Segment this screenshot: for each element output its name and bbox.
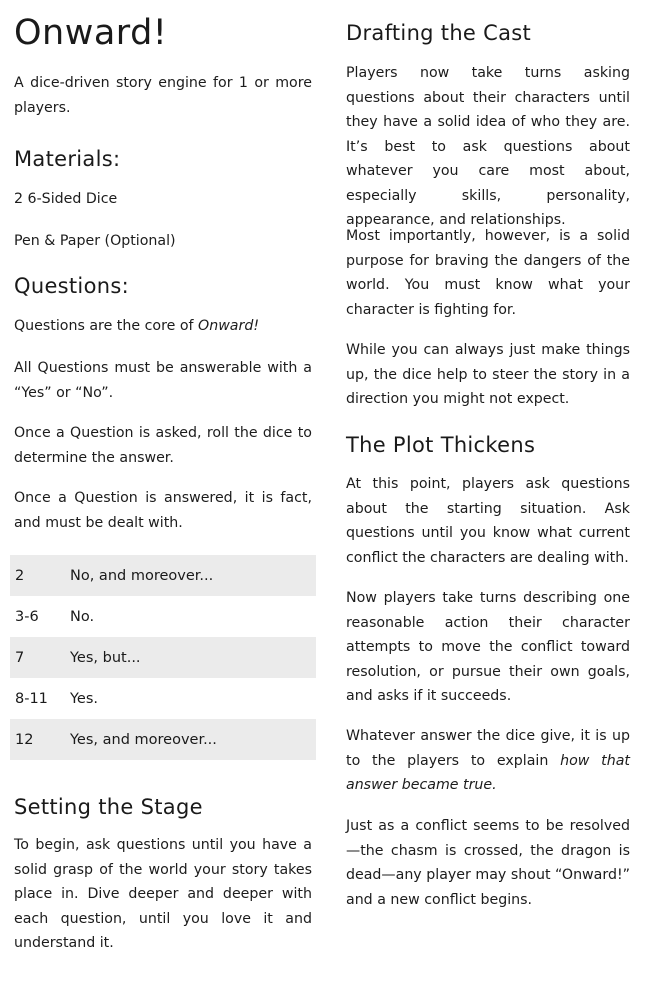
game-title: Onward! [14, 13, 168, 53]
drafting-paragraph: Most importantly, however, is a solid purpose for braving the dangers of the world. You must know what your character is fighting for. [346, 228, 630, 318]
dice-result-text: No, and moreover... [70, 567, 214, 584]
setting-stage-paragraph: To begin, ask questions until you have a solid grasp of the world your story takes place in. Dive deeper and deeper with each question, until you love it and understand it. [14, 837, 312, 951]
dice-result-text: Yes. [70, 690, 99, 707]
drafting-heading: Drafting the Cast [346, 21, 532, 45]
plot-paragraph: Just as a conflict seems to be resolved —the chasm is crossed, the dragon is dead—any player may shout “Onward!” and a new conflict begins. [346, 818, 630, 908]
plot-paragraph [346, 724, 630, 798]
table-row [10, 637, 316, 678]
dice-roll-value: 12 [15, 731, 34, 748]
setting-stage-heading: Setting the Stage [14, 795, 203, 819]
plot-paragraph: At this point, players ask questions about the starting situation. Ask questions until you know what current conflict the characters are dealing with. [346, 476, 630, 566]
plot-text: Whatever answer the dice give, it is up to the players to explain [346, 728, 630, 769]
questions-paragraph: Once a Question is answered, it is fact, and must be dealt with. [14, 490, 312, 531]
questions-paragraph [14, 314, 312, 339]
dice-result-text: No. [70, 608, 95, 625]
materials-heading: Materials: [14, 147, 121, 171]
plot-heading: The Plot Thickens [346, 433, 536, 457]
dice-roll-value: 7 [15, 649, 25, 666]
dice-roll-value: 8-11 [15, 690, 48, 707]
plot-paragraph: Now players take turns describing one reasonable action their character attempts to move the conflict toward resolution, or pursue their own goals, and asks if it succeeds. [346, 590, 630, 704]
dice-result-text: Yes, but... [70, 649, 141, 666]
drafting-paragraph: Players now take turns asking questions about their characters until they have a solid idea of who they are. It’s best to ask questions about whatever you care most about, especially skills, personality, appearance, and relationships. [346, 65, 630, 228]
plot-emphasis: how that answer became true. [346, 752, 630, 793]
dice-result-text: Yes, and moreover... [70, 731, 217, 748]
table-row [10, 678, 316, 719]
dice-roll-value: 2 [15, 567, 25, 584]
table-row [10, 555, 316, 596]
table-row [10, 719, 316, 760]
material-item: Pen & Paper (Optional) [14, 233, 176, 249]
material-item: 2 6-Sided Dice [14, 191, 118, 207]
questions-heading: Questions: [14, 274, 129, 298]
dice-result-table [10, 555, 316, 760]
intro-text: A dice-driven story engine for 1 or more players. [14, 75, 312, 116]
questions-text: Questions are the core of [14, 318, 199, 334]
table-row [10, 596, 316, 637]
drafting-paragraph: While you can always just make things up, the dice help to steer the story in a direction you might not expect. [346, 342, 630, 407]
questions-paragraph: Once a Question is asked, roll the dice to determine the answer. [14, 425, 312, 466]
questions-paragraph: All Questions must be answerable with a “Yes” or “No”. [14, 360, 312, 401]
questions-emphasis: Onward! [198, 318, 260, 334]
dice-roll-value: 3-6 [15, 608, 39, 625]
